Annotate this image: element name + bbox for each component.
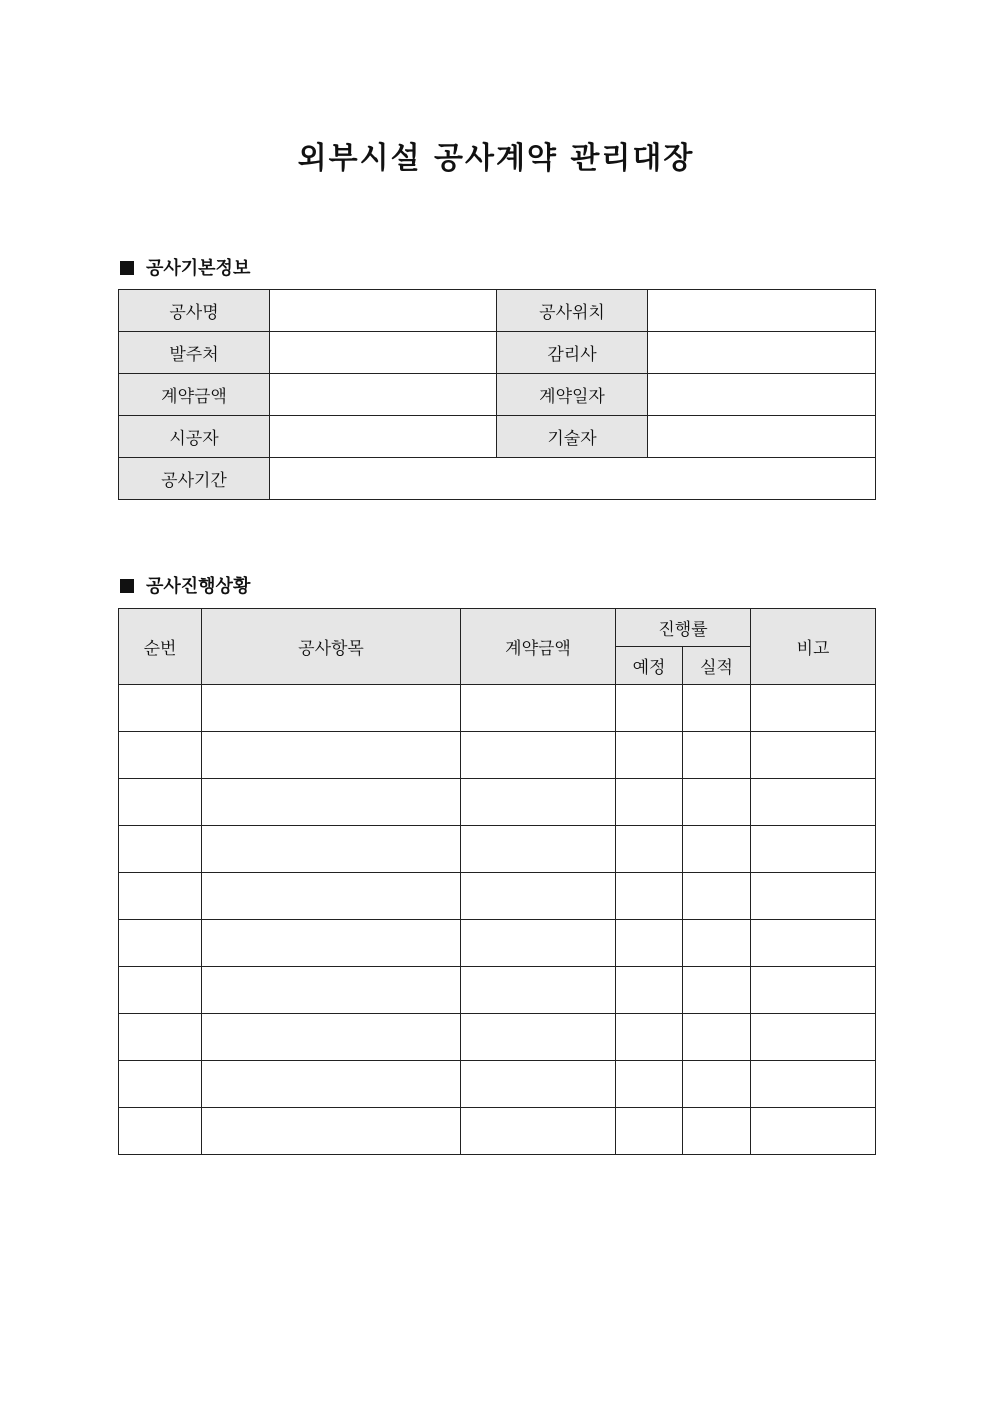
info-row — [119, 374, 876, 416]
table-row — [119, 826, 876, 873]
info-value[interactable] — [270, 374, 497, 416]
document-title: 외부시설 공사계약 관리대장 — [297, 141, 695, 176]
info-label: 발주처 — [119, 332, 270, 374]
cell-actual[interactable] — [683, 779, 751, 826]
cell-no[interactable] — [119, 732, 202, 779]
cell-amount[interactable] — [461, 1108, 616, 1155]
cell-item[interactable] — [202, 685, 461, 732]
cell-item[interactable] — [202, 1061, 461, 1108]
header-remarks: 비고 — [751, 609, 876, 685]
header-no: 순번 — [119, 609, 202, 685]
header-progress: 진행률 — [616, 609, 751, 647]
cell-planned[interactable] — [616, 826, 683, 873]
cell-amount[interactable] — [461, 826, 616, 873]
info-row — [119, 290, 876, 332]
table-row — [119, 732, 876, 779]
cell-actual[interactable] — [683, 1061, 751, 1108]
cell-amount[interactable] — [461, 920, 616, 967]
cell-actual[interactable] — [683, 1014, 751, 1061]
info-row — [119, 416, 876, 458]
cell-item[interactable] — [202, 826, 461, 873]
section-heading-label: 공사진행상황 — [146, 576, 251, 597]
table-row — [119, 1108, 876, 1155]
table-row — [119, 920, 876, 967]
cell-remarks[interactable] — [751, 1014, 876, 1061]
table-row — [119, 1014, 876, 1061]
table-row — [119, 967, 876, 1014]
cell-remarks[interactable] — [751, 873, 876, 920]
cell-amount[interactable] — [461, 967, 616, 1014]
section-heading-basic-info — [120, 254, 250, 280]
table-row — [119, 873, 876, 920]
cell-planned[interactable] — [616, 920, 683, 967]
cell-actual[interactable] — [683, 685, 751, 732]
info-label: 공사위치 — [497, 290, 648, 332]
cell-no[interactable] — [119, 920, 202, 967]
square-bullet-icon — [120, 261, 134, 275]
info-value[interactable] — [270, 290, 497, 332]
header-actual: 실적 — [683, 647, 751, 685]
info-value[interactable] — [270, 416, 497, 458]
cell-amount[interactable] — [461, 873, 616, 920]
cell-amount[interactable] — [461, 1014, 616, 1061]
info-row — [119, 332, 876, 374]
cell-no[interactable] — [119, 685, 202, 732]
info-value[interactable] — [648, 332, 876, 374]
cell-amount[interactable] — [461, 1061, 616, 1108]
section-heading-label: 공사기본정보 — [146, 258, 251, 279]
cell-remarks[interactable] — [751, 779, 876, 826]
cell-remarks[interactable] — [751, 826, 876, 873]
cell-remarks[interactable] — [751, 685, 876, 732]
info-label: 공사명 — [119, 290, 270, 332]
square-bullet-icon — [120, 579, 134, 593]
info-value[interactable] — [648, 374, 876, 416]
cell-item[interactable] — [202, 967, 461, 1014]
header-item: 공사항목 — [202, 609, 461, 685]
cell-planned[interactable] — [616, 1061, 683, 1108]
section-heading-progress — [120, 572, 250, 598]
info-value[interactable] — [648, 290, 876, 332]
cell-planned[interactable] — [616, 732, 683, 779]
cell-planned[interactable] — [616, 685, 683, 732]
cell-no[interactable] — [119, 779, 202, 826]
cell-actual[interactable] — [683, 732, 751, 779]
cell-actual[interactable] — [683, 826, 751, 873]
cell-no[interactable] — [119, 1014, 202, 1061]
cell-remarks[interactable] — [751, 920, 876, 967]
info-label: 계약일자 — [497, 374, 648, 416]
cell-actual[interactable] — [683, 1108, 751, 1155]
cell-remarks[interactable] — [751, 1061, 876, 1108]
cell-no[interactable] — [119, 1061, 202, 1108]
cell-planned[interactable] — [616, 779, 683, 826]
table-row — [119, 779, 876, 826]
cell-planned[interactable] — [616, 1108, 683, 1155]
cell-actual[interactable] — [683, 967, 751, 1014]
cell-item[interactable] — [202, 732, 461, 779]
progress-table — [118, 608, 876, 1155]
cell-remarks[interactable] — [751, 967, 876, 1014]
cell-item[interactable] — [202, 873, 461, 920]
cell-no[interactable] — [119, 826, 202, 873]
period-value[interactable] — [270, 458, 876, 500]
header-amount: 계약금액 — [461, 609, 616, 685]
cell-no[interactable] — [119, 967, 202, 1014]
cell-actual[interactable] — [683, 873, 751, 920]
cell-no[interactable] — [119, 873, 202, 920]
basic-info-table — [118, 289, 876, 500]
table-row — [119, 685, 876, 732]
info-value[interactable] — [648, 416, 876, 458]
cell-actual[interactable] — [683, 920, 751, 967]
cell-remarks[interactable] — [751, 1108, 876, 1155]
info-label: 시공자 — [119, 416, 270, 458]
period-label: 공사기간 — [119, 458, 270, 500]
cell-no[interactable] — [119, 1108, 202, 1155]
cell-amount[interactable] — [461, 779, 616, 826]
cell-planned[interactable] — [616, 967, 683, 1014]
cell-item[interactable] — [202, 779, 461, 826]
cell-item[interactable] — [202, 1108, 461, 1155]
cell-planned[interactable] — [616, 1014, 683, 1061]
cell-remarks[interactable] — [751, 732, 876, 779]
info-label: 감리사 — [497, 332, 648, 374]
info-value[interactable] — [270, 332, 497, 374]
header-planned: 예정 — [616, 647, 683, 685]
cell-item[interactable] — [202, 1014, 461, 1061]
table-row — [119, 1061, 876, 1108]
cell-amount[interactable] — [461, 732, 616, 779]
cell-amount[interactable] — [461, 685, 616, 732]
info-label: 기술자 — [497, 416, 648, 458]
cell-item[interactable] — [202, 920, 461, 967]
info-row-period — [119, 458, 876, 500]
info-label: 계약금액 — [119, 374, 270, 416]
cell-planned[interactable] — [616, 873, 683, 920]
